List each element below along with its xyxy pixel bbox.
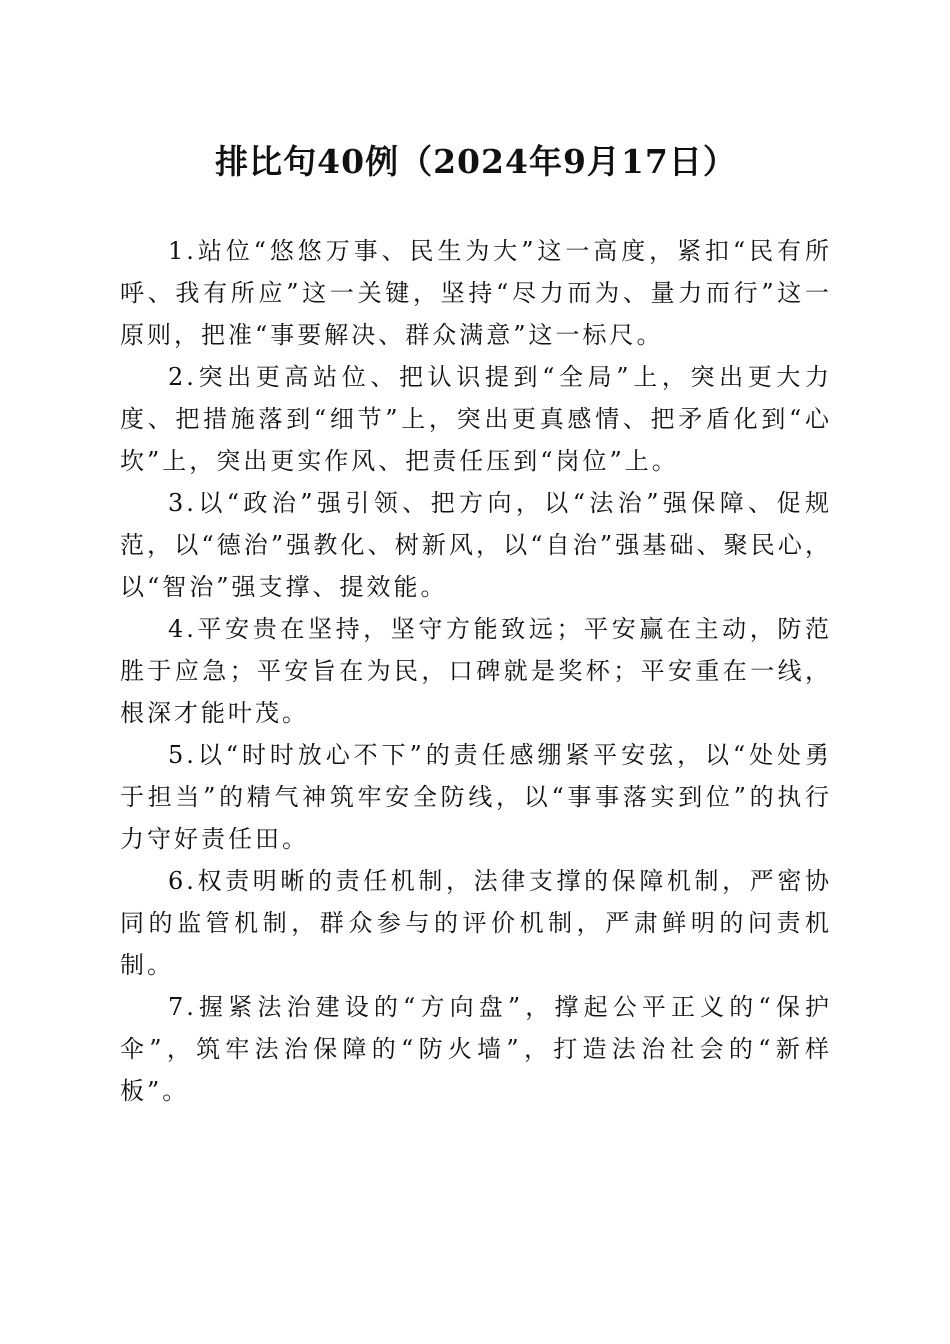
paragraph-4: 4.平安贵在坚持，坚守方能致远；平安赢在主动，防范胜于应急；平安旨在为民，口碑就是奖杯；平安重在一线，根深才能叶茂。 [120, 615, 832, 727]
paragraph-7: 7.握紧法治建设的“方向盘”，撑起公平正义的“保护伞”，筑牢法治保障的“防火墙”，打造法治社会的“新样板”。 [120, 993, 832, 1105]
paragraph-3: 3.以“政治”强引领、把方向，以“法治”强保障、促规范，以“德治”强教化、树新风，以“自治”强基础、聚民心，以“智治”强支撑、提效能。 [120, 489, 832, 601]
document-title: 排比句40例（2024年9月17日） [215, 142, 737, 181]
document-body [120, 230, 832, 1112]
paragraph-5: 5.以“时时放心不下”的责任感绷紧平安弦，以“处处勇于担当”的精气神筑牢安全防线，以“事事落实到位”的执行力守好责任田。 [120, 741, 832, 853]
paragraph-2: 2.突出更高站位、把认识提到“全局”上，突出更大力度、把措施落到“细节”上，突出更真感情、把矛盾化到“心坎”上，突出更实作风、把责任压到“岗位”上。 [120, 363, 832, 475]
paragraph-6: 6.权责明晰的责任机制，法律支撑的保障机制，严密协同的监管机制，群众参与的评价机制，严肃鲜明的问责机制。 [120, 867, 832, 979]
paragraph-1: 1.站位“悠悠万事、民生为大”这一高度，紧扣“民有所呼、我有所应”这一关键，坚持“尽力而为、量力而行”这一原则，把准“事要解决、群众满意”这一标尺。 [120, 237, 832, 349]
